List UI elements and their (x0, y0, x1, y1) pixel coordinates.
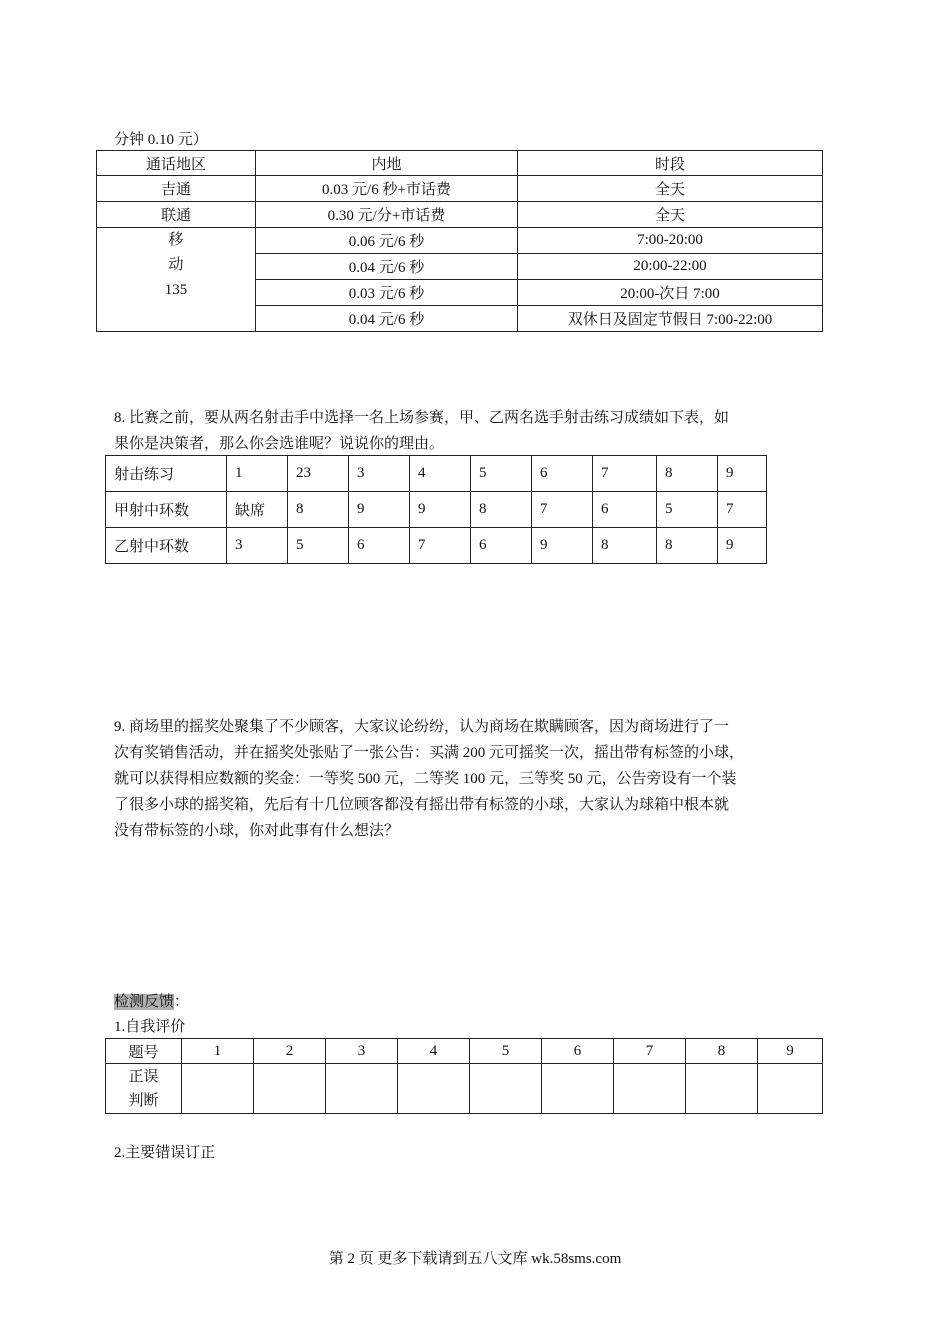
answer-cell[interactable] (398, 1064, 470, 1114)
question-9-text (114, 714, 824, 844)
cell: 8 (657, 528, 718, 564)
region-line: 动 (168, 257, 184, 273)
header-cell: 题号 (106, 1039, 182, 1064)
table-row (106, 492, 767, 528)
header-cell: 9 (758, 1039, 823, 1064)
rate-table (96, 150, 823, 332)
header-cell: 23 (288, 456, 349, 492)
cell: 5 (657, 492, 718, 528)
header-cell: 5 (471, 456, 532, 492)
question-line: 8. 比赛之前，要从两名射击手中选择一名上场参赛，甲、乙两名选手射击练习成绩如下表，如 (114, 410, 730, 426)
header-cell: 6 (542, 1039, 614, 1064)
table-row (97, 228, 823, 254)
period-cell: 双休日及固定节假日 7:00-22:00 (518, 306, 823, 332)
cell: 9 (532, 528, 593, 564)
answer-cell[interactable] (182, 1064, 254, 1114)
self-eval-header-row (106, 1039, 823, 1064)
cell: 8 (288, 492, 349, 528)
rate-cell: 0.30 元/分+市话费 (256, 202, 518, 228)
period-cell: 7:00-20:00 (518, 228, 823, 254)
shooting-table (105, 455, 767, 564)
question-8-text (114, 405, 824, 457)
region-cell: 吉通 (97, 176, 256, 202)
header-cell: 时段 (518, 151, 823, 176)
header-cell: 1 (182, 1039, 254, 1064)
correction-label: 2.主要错误订正 (114, 1145, 216, 1161)
header-cell: 7 (593, 456, 657, 492)
cell: 甲射中环数 (106, 492, 227, 528)
question-line: 就可以获得相应数额的奖金：一等奖 500 元，二等奖 100 元，三等奖 50 元，公告旁设有一个装 (114, 771, 737, 787)
cell: 6 (593, 492, 657, 528)
answer-cell[interactable] (254, 1064, 326, 1114)
rate-cell: 0.06 元/6 秒 (256, 228, 518, 254)
answer-cell[interactable] (758, 1064, 823, 1114)
row-label-line: 判断 (128, 1092, 159, 1109)
cell: 9 (349, 492, 410, 528)
intro-line: 分钟 0.10 元） (114, 132, 208, 148)
header-cell: 射击练习 (106, 456, 227, 492)
cell: 9 (410, 492, 471, 528)
question-line: 果你是决策者，那么你会选谁呢？说说你的理由。 (114, 436, 445, 452)
header-cell: 内地 (256, 151, 518, 176)
period-cell: 全天 (518, 176, 823, 202)
table-row (106, 1064, 823, 1114)
period-cell: 20:00-22:00 (518, 254, 823, 280)
cell: 8 (593, 528, 657, 564)
shooting-header-row (106, 456, 767, 492)
region-line: 移 (168, 232, 184, 248)
table-row (97, 202, 823, 228)
header-cell: 2 (254, 1039, 326, 1064)
header-cell: 通话地区 (97, 151, 256, 176)
rate-table-header (97, 151, 823, 176)
header-cell: 8 (686, 1039, 758, 1064)
region-line: 135 (164, 282, 188, 298)
rate-cell: 0.04 元/6 秒 (256, 306, 518, 332)
cell: 5 (288, 528, 349, 564)
self-eval-table (105, 1038, 823, 1114)
question-line: 次有奖销售活动，并在摇奖处张贴了一张公告：买满 200 元可摇奖一次，摇出带有标签的小球， (114, 745, 745, 761)
header-cell: 5 (470, 1039, 542, 1064)
self-eval-label: 1.自我评价 (114, 1019, 186, 1035)
cell: 8 (471, 492, 532, 528)
cell: 6 (349, 528, 410, 564)
header-cell: 9 (718, 456, 767, 492)
cell: 6 (471, 528, 532, 564)
feedback-title: 检测反馈 (114, 994, 175, 1010)
header-cell: 1 (227, 456, 288, 492)
rate-cell: 0.03 元/6 秒 (256, 280, 518, 306)
header-cell: 4 (410, 456, 471, 492)
question-line: 9. 商场里的摇奖处聚集了不少顾客，大家议论纷纷，认为商场在欺瞒顾客，因为商场进行了一 (114, 719, 730, 735)
question-line: 没有带标签的小球，你对此事有什么想法？ (114, 823, 400, 839)
answer-cell[interactable] (542, 1064, 614, 1114)
row-label-line: 正误 (128, 1068, 159, 1085)
header-cell: 6 (532, 456, 593, 492)
answer-cell[interactable] (326, 1064, 398, 1114)
header-cell: 7 (614, 1039, 686, 1064)
question-line: 了很多小球的摇奖箱，先后有十几位顾客都没有摇出带有标签的小球，大家认为球箱中根本就 (114, 797, 730, 813)
mobile-region-cell (97, 228, 256, 332)
table-row (97, 176, 823, 202)
cell: 乙射中环数 (106, 528, 227, 564)
rate-cell: 0.04 元/6 秒 (256, 254, 518, 280)
header-cell: 3 (349, 456, 410, 492)
cell: 9 (718, 528, 767, 564)
page-footer: 第 2 页 更多下载请到五八文库 wk.58sms.com (328, 1251, 622, 1267)
feedback-heading (114, 990, 189, 1011)
rate-cell: 0.03 元/6 秒+市话费 (256, 176, 518, 202)
cell: 7 (718, 492, 767, 528)
period-cell: 全天 (518, 202, 823, 228)
period-cell: 20:00-次日 7:00 (518, 280, 823, 306)
header-cell: 8 (657, 456, 718, 492)
answer-cell[interactable] (470, 1064, 542, 1114)
cell: 7 (410, 528, 471, 564)
answer-cell[interactable] (614, 1064, 686, 1114)
answer-cell[interactable] (686, 1064, 758, 1114)
row-label-cell (106, 1064, 182, 1114)
region-cell: 联通 (97, 202, 256, 228)
cell: 7 (532, 492, 593, 528)
cell: 3 (227, 528, 288, 564)
cell: 缺席 (227, 492, 288, 528)
header-cell: 3 (326, 1039, 398, 1064)
feedback-colon: ： (174, 994, 190, 1010)
header-cell: 4 (398, 1039, 470, 1064)
table-row (106, 528, 767, 564)
